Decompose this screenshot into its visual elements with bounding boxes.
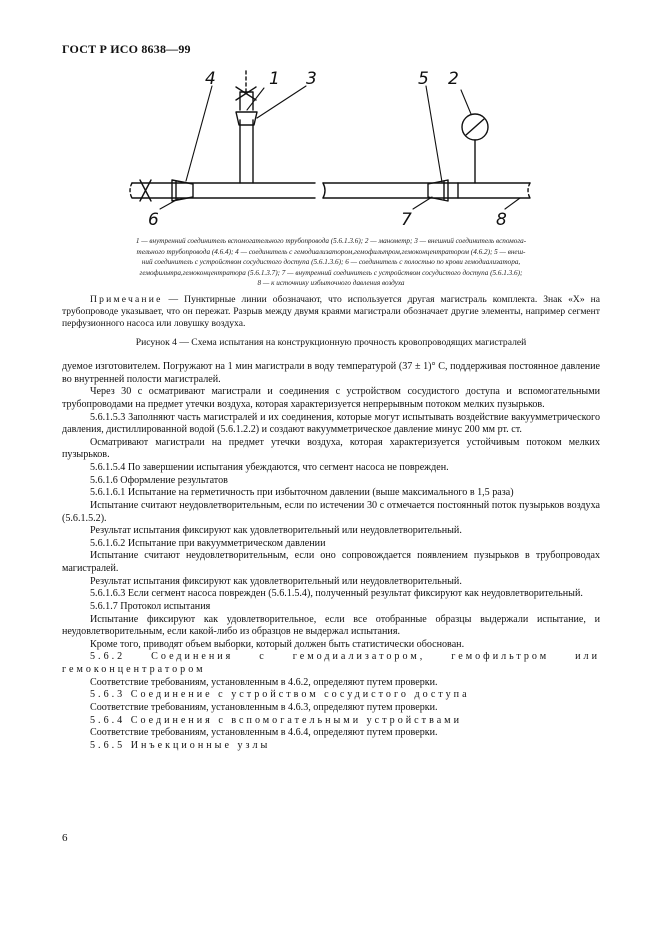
section-heading: 5.6.4 Соединения с вспомогательными устройствами <box>90 714 462 726</box>
test-schematic-diagram <box>0 0 661 236</box>
label-1: 1 <box>269 69 280 89</box>
section-heading: 5.6.2 Соединения с гемодиализатором, гемофильтром или гемоконцентратором <box>62 651 600 675</box>
note-label: Примечание <box>90 294 163 305</box>
bloodline-right <box>323 183 530 198</box>
paragraph: 5.6.1.5.3 Заполняют часть магистралей и их соединения, которые могут испытывать воздействие вакуумметрического давления, дистиллированной водой (5.6.1.2.2) и создают вакуумметрическое давление минус 200 мм рт. ст. <box>62 411 600 436</box>
leader-lines <box>160 86 520 209</box>
paragraph: Осматривают магистрали на предмет утечки воздуха, которая характеризуется устойчивым потоком мелких пузырьков. <box>62 436 600 461</box>
document-header: ГОСТ Р ИСО 8638—99 <box>62 42 191 56</box>
paragraph: 5.6.1.6.3 Если сегмент насоса поврежден (5.6.1.5.4), полученный результат фиксируют как неудовлетворительный. <box>90 588 583 600</box>
paragraph: Соответствие требованиям, установленным в 4.6.4, определяют путем проверки. <box>90 727 438 739</box>
legend-line: 8 — к источнику избыточного давления воздуха <box>257 279 405 288</box>
label-2: 2 <box>448 69 459 89</box>
section-heading: 5.6.5 Инъекционные узлы <box>90 739 271 751</box>
paragraph: Результат испытания фиксируют как удовлетворительный или неудовлетворительный. <box>90 575 462 587</box>
figure-caption: Рисунок 4 — Схема испытания на конструкционную прочность кровопроводящих магистралей <box>135 337 527 348</box>
paragraph: Соответствие требованиям, установленным в 4.6.3, определяют путем проверки. <box>90 701 438 713</box>
note-text: — Пунктирные линии обозначают, что используется другая магистраль комплекта. Знак «Х» на трубопроводе указывает, что он пережат. Разрыв между двумя краями магистрали обозначает другие элементы, например сегмент перфузионного насоса или ловушку воздуха. <box>62 294 600 330</box>
legend-line: гемофильтра,гемоконцентратора (5.6.1.3.7); 7 — внутренний соединитель с устройством сосудистого доступа (5.6.1.3.6); <box>139 268 523 277</box>
manometer-icon <box>462 114 488 183</box>
paragraph: Соответствие требованиям, установленным в 4.6.2, определяют путем проверки. <box>90 676 438 688</box>
label-8: 8 <box>496 210 507 230</box>
legend-line: 1 — внутренний соединитель вспомогательного трубопровода (5.6.1.3.6); 2 — манометр; 3 — внешний соединитель вспомога- <box>135 237 527 245</box>
label-4: 4 <box>205 69 216 89</box>
section-heading: 5.6.3 Соединение с устройством сосудистого доступа <box>90 689 470 701</box>
legend-line: тельного трубопровода (4.6.4); 4 — соединитель с гемодиализатором,гемофильтром,гемоконцентратором (4.6.2); 5 — внеш- <box>136 247 526 256</box>
paragraph: 5.6.1.5.4 По завершении испытания убеждаются, что сегмент насоса не поврежден. <box>90 462 449 473</box>
figure-legend <box>62 236 600 289</box>
paragraph: Через 30 с осматривают магистрали и соединения с устройством сосудистого доступа и вспомогательными трубопроводами на предмет утечки воздуха, которая характеризуется непрерывным потоком мелких пузырьков. <box>62 386 600 410</box>
page-number: 6 <box>62 832 68 844</box>
paragraph: Результат испытания фиксируют как удовлетворительный или неудовлетворительный. <box>90 525 462 537</box>
paragraph: Испытание считают неудовлетворительным, если по истечении 30 с отмечается постоянный поток пузырьков воздуха (5.6.1.5.2). <box>62 499 600 524</box>
label-6: 6 <box>148 210 159 230</box>
bloodline-left <box>130 183 315 198</box>
paragraph: Кроме того, приводят объем выборки, который должен быть статистически обоснован. <box>90 638 465 650</box>
paragraph: 5.6.1.6.1 Испытание на герметичность при избыточном давлении (выше максимального в 1,5 раза) <box>90 487 514 499</box>
paragraph: дуемое изготовителем. Погружают на 1 мин магистрали в воду температурой (37 ± 1)° С, поддерживая постоянное давление во внутренней полости магистралей. <box>62 361 600 385</box>
paragraph: Испытание фиксируют как удовлетворительное, если все отобранные образцы выдержали испытание, и неудовлетворительным, если какой-либо из образцов не выдержал испытания. <box>62 613 600 638</box>
body-text <box>62 361 600 752</box>
auxiliary-line <box>236 70 257 183</box>
section-heading: 5.6.1.7 Протокол испытания <box>90 600 211 612</box>
label-3: 3 <box>306 69 317 89</box>
paragraph: Испытание считают неудовлетворительным, если оно сопровождается появлением пузырьков в трубопроводах магистралей. <box>62 550 600 574</box>
section-heading: 5.6.1.6 Оформление результатов <box>90 474 228 486</box>
label-7: 7 <box>401 210 412 230</box>
paragraph: 5.6.1.6.2 Испытание при вакуумметрическом давлении <box>90 537 326 549</box>
label-5: 5 <box>418 69 429 89</box>
legend-line: ний соединитель с устройством сосудистого доступа (5.6.1.3.6); 6 — соединитель с полостью по крови гемодиализатора, <box>141 258 521 267</box>
figure-note <box>62 294 600 331</box>
